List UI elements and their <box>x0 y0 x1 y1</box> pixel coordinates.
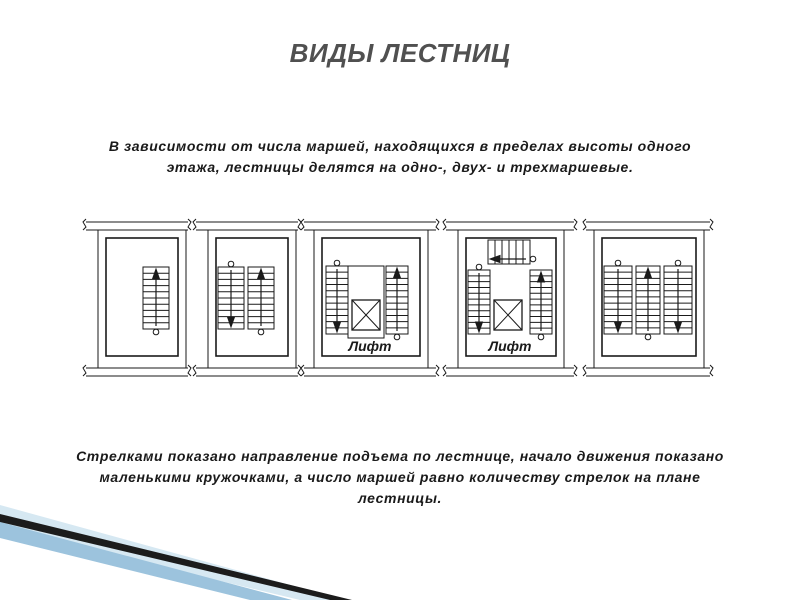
note-line-1: Стрелками показано направление подъема по лестнице, начало движения показано <box>76 448 724 464</box>
note-line-2: маленькими кружочками, а число маршей равно количеству стрелок на плане <box>99 469 701 485</box>
note-line-3: лестницы. <box>357 490 442 506</box>
lift-label: Лифт <box>488 338 532 354</box>
intro-line-2: этажа, лестницы делятся на одно-, двух- и трехмаршевые. <box>166 159 634 175</box>
intro-line-1: В зависимости от числа маршей, находящихся в пределах высоты одного <box>108 138 692 154</box>
slide-title: ВИДЫ ЛЕСТНИЦ <box>289 38 511 68</box>
deco-dark-stripe <box>0 514 352 600</box>
lift-label: Лифт <box>348 338 392 354</box>
deco-mid-stripe <box>0 522 292 600</box>
